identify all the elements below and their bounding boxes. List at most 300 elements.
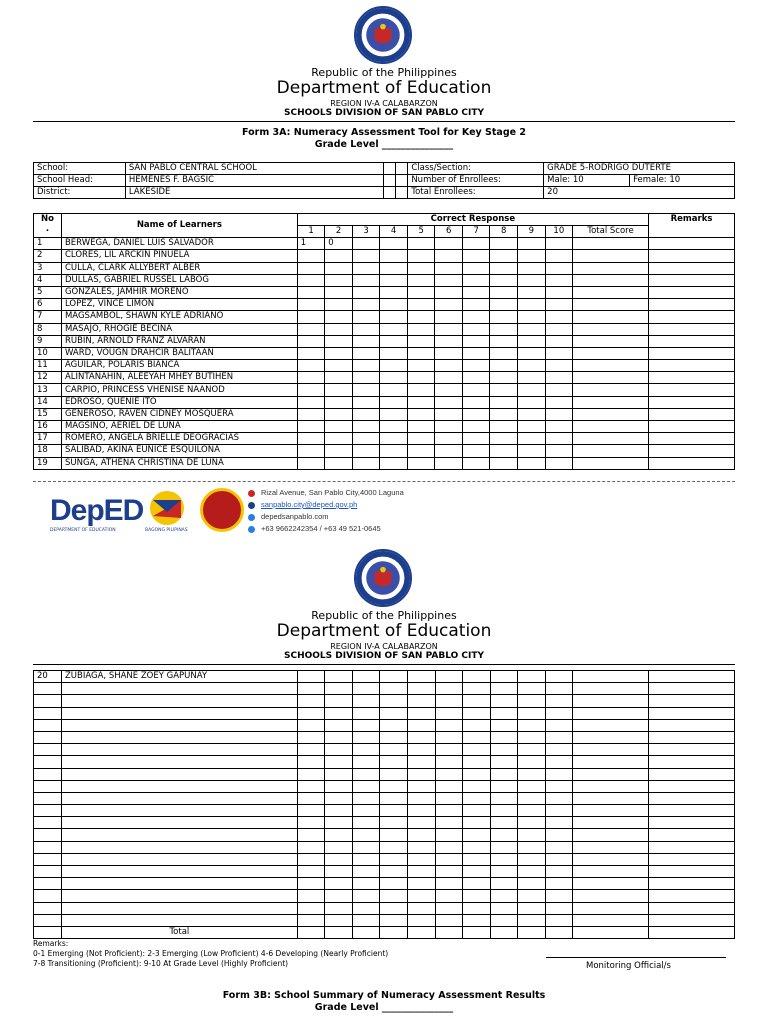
empty-cell — [463, 780, 491, 792]
learner-no: 9 — [34, 335, 62, 347]
table-row — [34, 421, 735, 433]
table-row — [34, 360, 735, 372]
learner-name: MASAJO, RHOGIE BECINA — [61, 323, 297, 335]
remarks-line1: 0-1 Emerging (Not Proficient): 2-3 Emerging (Low Proficient) 4-6 Developing (Nearly Proficient) — [33, 949, 389, 958]
empty-cell — [545, 805, 573, 817]
empty-cell — [518, 719, 546, 731]
response-cell — [297, 299, 325, 311]
response-cell — [463, 671, 491, 683]
empty-cell — [61, 768, 297, 780]
empty-cell — [545, 707, 573, 719]
response-cell — [435, 250, 463, 262]
empty-cell — [435, 756, 463, 768]
response-cell — [435, 323, 463, 335]
empty-cell — [490, 719, 518, 731]
empty-cell — [407, 780, 435, 792]
empty-cell — [490, 792, 518, 804]
empty-cell — [34, 926, 62, 938]
empty-cell — [325, 707, 353, 719]
region-text: REGION IV-A CALABARZON — [330, 99, 438, 108]
deped-seal-page2 — [354, 549, 412, 607]
response-cell — [352, 274, 380, 286]
table-row — [34, 731, 735, 743]
response-cell — [325, 286, 353, 298]
empty-cell — [407, 878, 435, 890]
head-label: School Head: — [34, 175, 126, 187]
response-cell — [325, 671, 353, 683]
response-cell — [462, 286, 490, 298]
response-cell — [490, 433, 518, 445]
response-cell — [545, 433, 573, 445]
learner-name: CLORES, LIL ARCKIN PINUELA — [61, 250, 297, 262]
remarks-cell — [649, 262, 735, 274]
empty-cell — [297, 719, 325, 731]
response-cell — [518, 238, 546, 250]
response-cell — [490, 323, 518, 335]
empty-cell — [518, 756, 546, 768]
empty-cell — [407, 841, 435, 853]
empty-cell — [380, 683, 408, 695]
empty-cell — [649, 719, 735, 731]
page-separator — [33, 481, 735, 482]
response-cell — [490, 347, 518, 359]
empty-cell — [573, 817, 649, 829]
remarks-cell — [649, 274, 735, 286]
empty-cell — [649, 768, 735, 780]
response-cell — [518, 311, 546, 323]
empty-cell — [573, 878, 649, 890]
remarks-cell — [649, 347, 735, 359]
empty-cell — [545, 853, 573, 865]
response-cell — [462, 372, 490, 384]
response-cell — [297, 323, 325, 335]
empty-cell — [407, 866, 435, 878]
table-row — [34, 347, 735, 359]
empty-cell — [463, 829, 491, 841]
empty-cell — [518, 926, 546, 938]
empty-cell — [297, 805, 325, 817]
total-score-cell — [573, 396, 649, 408]
empty-cell — [573, 914, 649, 926]
empty-cell — [34, 914, 62, 926]
empty-cell — [407, 902, 435, 914]
response-cell — [352, 396, 380, 408]
empty-cell — [352, 914, 380, 926]
web-icon — [248, 514, 255, 521]
empty-cell — [649, 780, 735, 792]
remarks-cell — [649, 238, 735, 250]
empty-cell — [297, 914, 325, 926]
empty-cell — [297, 902, 325, 914]
response-cell — [325, 311, 353, 323]
empty-cell — [380, 731, 408, 743]
table-row — [34, 817, 735, 829]
remarks-cell — [649, 299, 735, 311]
learner-no: 4 — [34, 274, 62, 286]
empty-cell — [573, 731, 649, 743]
empty-cell — [407, 926, 435, 938]
empty-cell — [407, 792, 435, 804]
response-cell — [407, 238, 435, 250]
response-cell — [545, 238, 573, 250]
response-cell — [545, 396, 573, 408]
address-text: Rizal Avenue, San Pablo City,4000 Laguna — [261, 488, 404, 497]
total-score-cell — [573, 286, 649, 298]
empty-cell — [352, 841, 380, 853]
table-row — [34, 335, 735, 347]
response-cell — [435, 335, 463, 347]
total-enrollees-label: Total Enrollees: — [408, 187, 544, 199]
response-cell — [545, 421, 573, 433]
response-cell — [435, 238, 463, 250]
empty-cell — [545, 902, 573, 914]
response-cell — [352, 250, 380, 262]
response-cell — [325, 323, 353, 335]
response-cell — [352, 311, 380, 323]
empty-cell — [380, 707, 408, 719]
empty-cell — [352, 707, 380, 719]
learner-no: 19 — [34, 457, 62, 469]
department-title: Department of Education — [276, 78, 492, 98]
empty-cell — [380, 853, 408, 865]
col-number-header: 3 — [352, 226, 380, 238]
empty-cell — [545, 683, 573, 695]
empty-cell — [380, 756, 408, 768]
empty-cell — [297, 695, 325, 707]
empty-cell — [61, 902, 297, 914]
empty-cell — [380, 768, 408, 780]
female-count: Female: 10 — [630, 175, 735, 187]
empty-cell — [380, 817, 408, 829]
response-cell — [380, 457, 408, 469]
response-cell — [518, 347, 546, 359]
response-cell — [545, 360, 573, 372]
empty-cell — [490, 914, 518, 926]
response-cell — [297, 274, 325, 286]
response-cell — [325, 274, 353, 286]
empty-cell — [573, 841, 649, 853]
empty-cell — [518, 707, 546, 719]
empty-cell — [34, 805, 62, 817]
remarks-cell — [649, 250, 735, 262]
response-cell — [435, 445, 463, 457]
total-score-cell — [573, 262, 649, 274]
bagong-pilipinas-text: BAGONG PILIPINAS — [145, 528, 188, 533]
empty-cell — [352, 878, 380, 890]
response-cell — [518, 445, 546, 457]
empty-cell — [61, 731, 297, 743]
empty-cell — [297, 817, 325, 829]
empty-cell — [352, 829, 380, 841]
learner-no: 13 — [34, 384, 62, 396]
empty-cell — [352, 683, 380, 695]
empty-cell — [380, 914, 408, 926]
empty-cell — [463, 768, 491, 780]
empty-cell — [545, 890, 573, 902]
response-cell — [545, 445, 573, 457]
empty-cell — [352, 805, 380, 817]
response-cell — [380, 238, 408, 250]
empty-cell — [463, 926, 491, 938]
learner-no: 17 — [34, 433, 62, 445]
empty-cell — [297, 780, 325, 792]
response-cell — [518, 433, 546, 445]
response-cell — [518, 360, 546, 372]
response-cell — [490, 299, 518, 311]
empty-cell — [380, 719, 408, 731]
response-cell — [435, 433, 463, 445]
empty-cell — [380, 744, 408, 756]
table-row — [34, 299, 735, 311]
empty-cell — [490, 744, 518, 756]
empty-cell — [573, 768, 649, 780]
col-total-score-header: Total Score — [573, 226, 649, 238]
empty-cell — [352, 866, 380, 878]
response-cell — [435, 347, 463, 359]
response-cell — [545, 323, 573, 335]
empty-cell — [34, 744, 62, 756]
remarks-cell — [649, 372, 735, 384]
empty-cell — [649, 914, 735, 926]
response-cell — [407, 408, 435, 420]
response-cell — [380, 250, 408, 262]
response-cell — [352, 286, 380, 298]
remarks-cell — [649, 421, 735, 433]
response-cell — [518, 372, 546, 384]
head-value: HEMENES F. BAGSIC — [125, 175, 384, 187]
empty-cell — [407, 695, 435, 707]
empty-cell — [380, 695, 408, 707]
response-cell — [297, 421, 325, 433]
empty-cell — [545, 756, 573, 768]
male-count: Male: 10 — [544, 175, 630, 187]
total-score-cell — [573, 274, 649, 286]
response-cell — [462, 360, 490, 372]
empty-cell — [435, 841, 463, 853]
table-row — [34, 841, 735, 853]
empty-cell — [61, 695, 297, 707]
response-cell — [545, 299, 573, 311]
empty-cell — [518, 829, 546, 841]
empty-cell — [490, 853, 518, 865]
email-link[interactable]: sanpablo.city@deped.gov.ph — [261, 500, 358, 509]
response-cell — [352, 372, 380, 384]
col-number-header: 10 — [545, 226, 573, 238]
response-cell — [545, 335, 573, 347]
enrollees-label: Number of Enrollees: — [408, 175, 544, 187]
empty-cell — [380, 878, 408, 890]
empty-cell — [463, 866, 491, 878]
empty-cell — [490, 731, 518, 743]
empty-cell — [545, 744, 573, 756]
empty-cell — [435, 866, 463, 878]
response-cell — [297, 311, 325, 323]
response-cell — [518, 396, 546, 408]
empty-cell — [545, 780, 573, 792]
learner-name: BERWEGA, DANIEL LUIS SALVADOR — [61, 238, 297, 250]
empty-cell — [518, 853, 546, 865]
empty-cell — [649, 866, 735, 878]
empty-cell — [545, 829, 573, 841]
response-cell — [518, 408, 546, 420]
learner-name: ZUBIAGA, SHANE ZOEY GAPUNAY — [61, 671, 297, 683]
empty-cell — [490, 890, 518, 902]
response-cell — [325, 421, 353, 433]
learner-no: 2 — [34, 250, 62, 262]
response-cell — [297, 671, 325, 683]
response-cell — [325, 445, 353, 457]
response-cell — [407, 323, 435, 335]
table-row — [34, 372, 735, 384]
learner-no: 11 — [34, 360, 62, 372]
empty-cell — [573, 744, 649, 756]
response-cell — [352, 323, 380, 335]
response-cell — [462, 445, 490, 457]
empty-cell — [325, 853, 353, 865]
empty-cell — [325, 890, 353, 902]
response-cell — [297, 347, 325, 359]
grade-level-line: Grade Level _______________ — [314, 139, 454, 150]
table-row — [34, 445, 735, 457]
learner-name: ALINTANAHIN, ALEEYAH MHEY BUTIHEN — [61, 372, 297, 384]
total-score-cell — [573, 360, 649, 372]
col-number-header: 4 — [380, 226, 408, 238]
empty-cell — [545, 768, 573, 780]
learner-no: 10 — [34, 347, 62, 359]
empty-cell — [407, 731, 435, 743]
col-number-header: 9 — [518, 226, 546, 238]
empty-cell — [573, 926, 649, 938]
total-score-cell — [573, 384, 649, 396]
response-cell — [297, 335, 325, 347]
col-remarks-header: Remarks — [649, 214, 735, 238]
remarks-cell — [649, 384, 735, 396]
response-cell — [297, 372, 325, 384]
response-cell — [490, 457, 518, 469]
empty-cell — [545, 878, 573, 890]
empty-cell — [297, 768, 325, 780]
col-number-header: 2 — [325, 226, 353, 238]
empty-cell — [297, 866, 325, 878]
response-cell — [352, 335, 380, 347]
empty-cell — [649, 683, 735, 695]
response-cell — [545, 274, 573, 286]
empty-cell — [325, 744, 353, 756]
response-cell — [352, 671, 380, 683]
empty-cell — [435, 829, 463, 841]
table-row — [34, 890, 735, 902]
response-cell — [435, 299, 463, 311]
response-cell — [380, 335, 408, 347]
total-score-cell — [573, 421, 649, 433]
empty-cell — [573, 707, 649, 719]
empty-cell — [380, 792, 408, 804]
location-icon — [248, 490, 255, 497]
empty-cell — [352, 731, 380, 743]
response-cell — [407, 299, 435, 311]
district-value: LAKESIDE — [125, 187, 384, 199]
empty-cell — [352, 853, 380, 865]
response-cell — [518, 262, 546, 274]
empty-cell — [352, 817, 380, 829]
response-cell — [380, 311, 408, 323]
remarks-label: Remarks: — [33, 939, 69, 948]
total-score-cell — [573, 671, 649, 683]
response-cell — [435, 457, 463, 469]
empty-cell — [352, 695, 380, 707]
response-cell — [380, 323, 408, 335]
empty-cell — [490, 902, 518, 914]
empty-cell — [34, 792, 62, 804]
table-row — [34, 744, 735, 756]
empty-cell — [573, 805, 649, 817]
response-cell — [435, 262, 463, 274]
learners-table-page2 — [33, 670, 735, 939]
empty-cell — [490, 817, 518, 829]
empty-cell — [545, 731, 573, 743]
response-cell — [435, 311, 463, 323]
phone-icon — [248, 526, 255, 533]
table-row — [34, 433, 735, 445]
empty-cell — [407, 817, 435, 829]
response-cell — [462, 299, 490, 311]
empty-cell — [380, 926, 408, 938]
empty-cell — [61, 780, 297, 792]
empty-cell — [325, 829, 353, 841]
empty-cell — [518, 902, 546, 914]
empty-cell — [297, 890, 325, 902]
division-text: SCHOOLS DIVISION OF SAN PABLO CITY — [284, 108, 484, 118]
empty-cell — [573, 683, 649, 695]
empty-cell — [435, 878, 463, 890]
response-cell — [380, 286, 408, 298]
response-cell — [435, 360, 463, 372]
empty-cell — [649, 829, 735, 841]
total-score-cell — [573, 299, 649, 311]
col-name-header: Name of Learners — [61, 214, 297, 238]
empty-cell — [407, 805, 435, 817]
empty-cell — [545, 695, 573, 707]
empty-cell — [518, 768, 546, 780]
empty-cell — [435, 744, 463, 756]
empty-cell — [34, 768, 62, 780]
learner-name: SUNGA, ATHENA CHRISTINA DE LUNA — [61, 457, 297, 469]
empty-cell — [34, 731, 62, 743]
table-row — [34, 792, 735, 804]
empty-cell — [325, 780, 353, 792]
response-cell — [435, 384, 463, 396]
response-cell — [462, 421, 490, 433]
empty-cell — [407, 707, 435, 719]
empty-cell — [34, 853, 62, 865]
learner-name: MAGSINO, AERIEL DE LUNA — [61, 421, 297, 433]
response-cell — [407, 445, 435, 457]
empty-cell — [573, 853, 649, 865]
empty-cell — [61, 866, 297, 878]
empty-cell — [61, 683, 297, 695]
empty-cell — [545, 792, 573, 804]
response-cell — [545, 311, 573, 323]
empty-cell — [34, 756, 62, 768]
response-cell — [325, 299, 353, 311]
total-score-cell — [573, 335, 649, 347]
response-cell — [518, 335, 546, 347]
learners-table-page1 — [33, 213, 735, 470]
empty-cell — [34, 695, 62, 707]
learner-name: AGUILAR, POLARIS BIANCA — [61, 360, 297, 372]
empty-cell — [573, 866, 649, 878]
empty-cell — [297, 926, 325, 938]
